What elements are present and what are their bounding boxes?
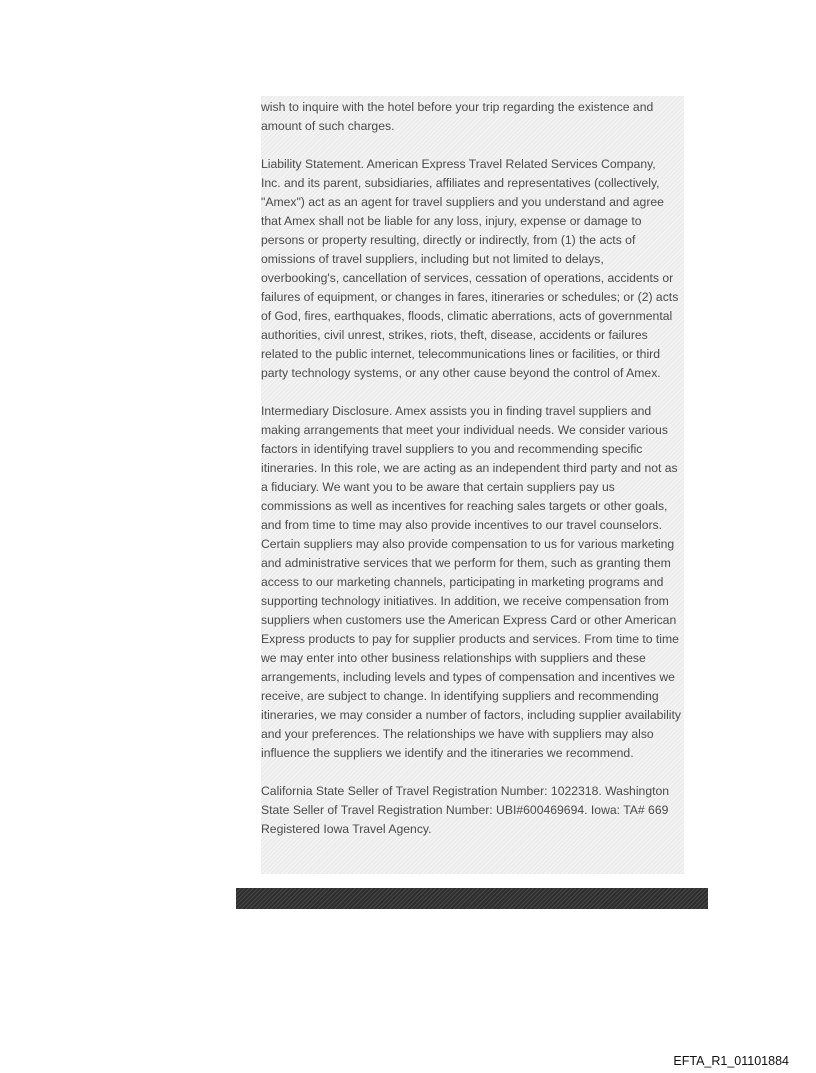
text-line: "Amex") act as an agent for travel suppliers and you understand and agree bbox=[261, 195, 664, 209]
text-line: related to the public internet, telecommunications lines or facilities, or third bbox=[261, 347, 660, 361]
text-line: wish to inquire with the hotel before your trip regarding the existence and bbox=[261, 100, 654, 114]
intro-paragraph bbox=[261, 98, 691, 136]
liability-statement-paragraph bbox=[261, 155, 691, 383]
text-line: commissions as well as incentives for reaching sales targets or other goals, bbox=[261, 499, 668, 513]
text-line: failures of equipment, or changes in fares, itineraries or schedules; or (2) acts bbox=[261, 290, 679, 304]
text-line: Inc. and its parent, subsidiaries, affiliates and representatives (collectively, bbox=[261, 176, 660, 190]
text-line: making arrangements that meet your individual needs. We consider various bbox=[261, 423, 668, 437]
text-line: party technology systems, or any other cause beyond the control of Amex. bbox=[261, 366, 661, 380]
text-line: overbooking's, cancellation of services, cessation of operations, accidents or bbox=[261, 271, 674, 285]
text-line: and from time to time may also provide incentives to our travel counselors. bbox=[261, 518, 663, 532]
text-line: access to our marketing channels, participating in marketing programs and bbox=[261, 575, 664, 589]
text-line: State Seller of Travel Registration Number: UBI#600469694. Iowa: TA# 669 bbox=[261, 803, 669, 817]
text-line: of God, fires, earthquakes, floods, climatic aberrations, acts of governmental bbox=[261, 309, 673, 323]
text-line: Registered Iowa Travel Agency. bbox=[261, 822, 432, 836]
intermediary-disclosure-paragraph bbox=[261, 402, 691, 763]
document-id: EFTA_R1_01101884 bbox=[673, 1054, 789, 1068]
text-line: that Amex shall not be liable for any loss, injury, expense or damage to bbox=[261, 214, 642, 228]
text-line: we may enter into other business relationships with suppliers and these bbox=[261, 651, 646, 665]
text-line: receive, are subject to change. In identifying suppliers and recommending bbox=[261, 689, 659, 703]
text-line: Certain suppliers may also provide compensation to us for various marketing bbox=[261, 537, 675, 551]
text-line: a fiduciary. We want you to be aware that certain suppliers pay us bbox=[261, 480, 615, 494]
registration-paragraph bbox=[261, 782, 691, 839]
text-line: Express products to pay for supplier products and services. From time to time bbox=[261, 632, 679, 646]
text-line: and administrative services that we perform for them, such as granting them bbox=[261, 556, 671, 570]
text-line: omissions of travel suppliers, including but not limited to delays, bbox=[261, 252, 604, 266]
text-line: suppliers when customers use the American Express Card or other American bbox=[261, 613, 677, 627]
text-line: amount of such charges. bbox=[261, 119, 395, 133]
text-line: authorities, civil unrest, strikes, riots, theft, disease, accidents or failures bbox=[261, 328, 648, 342]
text-line: Liability Statement. American Express Travel Related Services Company, bbox=[261, 157, 656, 171]
footer-bar bbox=[236, 888, 708, 909]
text-line: persons or property resulting, directly or indirectly, from (1) the acts of bbox=[261, 233, 636, 247]
text-line: Intermediary Disclosure. Amex assists you in finding travel suppliers and bbox=[261, 404, 652, 418]
text-line: itineraries. In this role, we are acting as an independent third party and not as bbox=[261, 461, 678, 475]
text-line: arrangements, including levels and types of compensation and incentives we bbox=[261, 670, 675, 684]
text-line: factors in identifying travel suppliers to you and recommending specific bbox=[261, 442, 643, 456]
text-line: and your preferences. The relationships we have with suppliers may also bbox=[261, 727, 654, 741]
text-line: itineraries, we may consider a number of factors, including supplier availability bbox=[261, 708, 681, 722]
text-line: California State Seller of Travel Registration Number: 1022318. Washington bbox=[261, 784, 670, 798]
text-line: influence the suppliers we identify and the itineraries we recommend. bbox=[261, 746, 634, 760]
text-line: supporting technology initiatives. In addition, we receive compensation from bbox=[261, 594, 669, 608]
